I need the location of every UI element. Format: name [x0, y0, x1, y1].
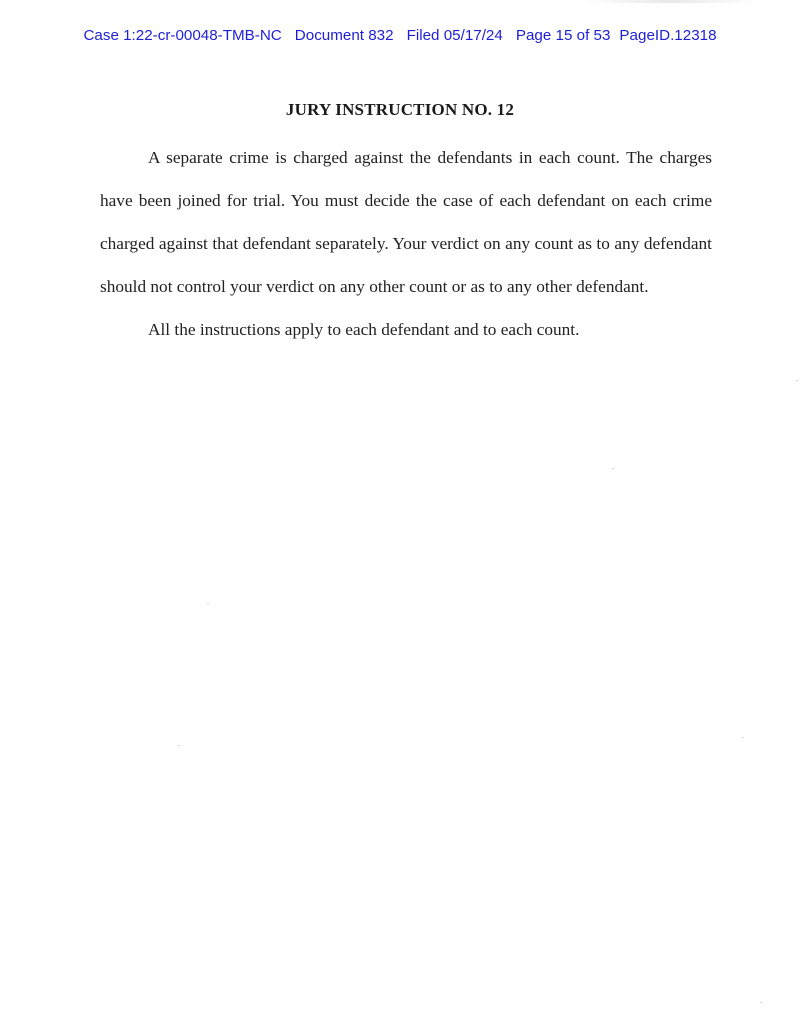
- scan-speck: [742, 737, 744, 738]
- scan-speck: [207, 603, 209, 604]
- filed-date: Filed 05/17/24: [406, 27, 503, 44]
- paragraph: A separate crime is charged against the defendants in each count. The charges have been joined for trial. You must decide the case of each defendant on each crime charged against that defendant separately. Your verdict on any count as to any defendant should not control your verdict on any other count or as to any other defendant.: [100, 148, 712, 296]
- page-count: Page 15 of 53: [515, 27, 611, 44]
- document-number: Document 832: [294, 27, 394, 44]
- scan-speck: [760, 1002, 762, 1003]
- paragraph: All the instructions apply to each defendant and to each count.: [148, 320, 580, 339]
- scan-edge: [580, 0, 760, 3]
- case-header: [0, 27, 800, 44]
- scan-speck: [796, 380, 798, 381]
- instruction-title: JURY INSTRUCTION NO. 12: [285, 100, 515, 119]
- page-id: PageID.12318: [619, 27, 717, 44]
- scan-speck: [178, 745, 180, 746]
- instruction-body: [100, 136, 712, 351]
- case-number: Case 1:22-cr-00048-TMB-NC: [83, 27, 282, 44]
- scan-speck: [612, 468, 614, 469]
